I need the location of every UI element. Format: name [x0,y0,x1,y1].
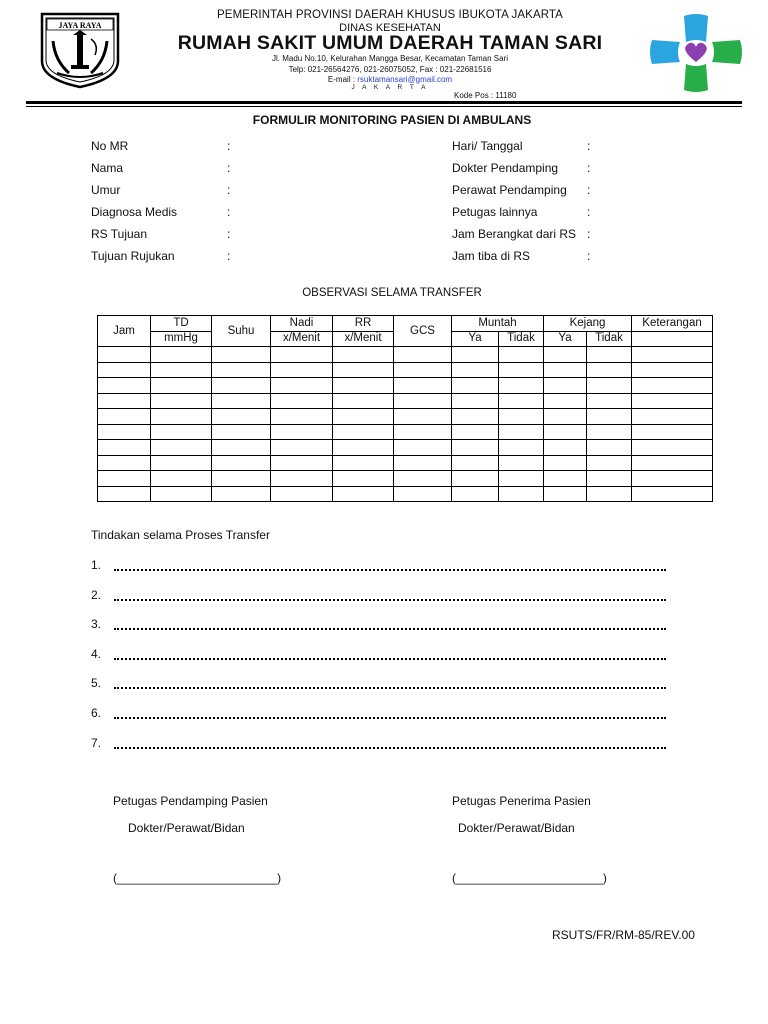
table-cell[interactable] [98,455,151,471]
table-cell[interactable] [212,455,271,471]
header-suhu: Suhu [212,316,271,347]
field-colon: : [587,205,591,219]
header-muntah-ya: Ya [452,331,499,347]
table-cell[interactable] [212,471,271,487]
action-entry-line[interactable] [114,746,666,749]
table-cell[interactable] [333,362,394,378]
table-cell[interactable] [98,362,151,378]
form-title: FORMULIR MONITORING PASIEN DI AMBULANS [252,113,532,127]
table-cell[interactable] [544,347,587,363]
field-label-diagnosa: Diagnosa Medis [91,205,178,219]
action-entry-line[interactable] [114,686,666,689]
table-cell[interactable] [271,362,333,378]
table-cell[interactable] [271,378,333,394]
department-name: DINAS KESEHATAN [339,22,441,34]
action-entry-line[interactable] [114,657,666,660]
field-colon: : [227,139,231,153]
table-cell[interactable] [394,424,452,440]
action-number: 7. [91,735,102,750]
emblem-motto: JAYA RAYA [58,21,102,30]
table-cell[interactable] [632,347,713,363]
header-jam: Jam [98,316,151,347]
table-cell[interactable] [212,424,271,440]
table-cell[interactable] [333,424,394,440]
table-row [98,347,713,363]
field-label-nama: Nama [91,161,124,175]
table-cell[interactable] [394,362,452,378]
table-cell[interactable] [271,455,333,471]
action-number: 3. [91,617,102,632]
postal-code: Kode Pos : 11180 [454,91,517,100]
table-cell[interactable] [333,347,394,363]
action-number: 1. [91,558,102,572]
table-cell[interactable] [544,440,587,456]
table-cell[interactable] [333,409,394,425]
table-cell[interactable] [98,440,151,456]
field-colon: : [227,183,231,197]
header-kejang: Kejang [544,316,632,332]
header-kejang-ya: Ya [544,331,587,347]
header-rr-unit: x/Menit [333,331,394,347]
table-cell[interactable] [587,471,632,487]
government-name: PEMERINTAH PROVINSI DAERAH KHUSUS IBUKOTA JAKARTA [217,9,563,21]
table-cell[interactable] [333,455,394,471]
table-cell[interactable] [587,378,632,394]
table-cell[interactable] [452,471,499,487]
table-cell[interactable] [632,378,713,394]
field-colon: : [587,161,591,175]
field-label-petugas: Petugas lainnya [452,205,538,219]
table-cell[interactable] [452,362,499,378]
table-cell[interactable] [98,424,151,440]
table-cell[interactable] [544,471,587,487]
table-row [98,378,713,394]
header-nadi: Nadi [271,316,333,332]
table-cell[interactable] [271,393,333,409]
table-cell[interactable] [499,440,544,456]
action-number: 5. [91,676,102,691]
action-entry-line[interactable] [114,568,666,571]
hospital-phone: Telp: 021-26564276, 021-26075052, Fax : 021-22681516 [288,65,492,74]
table-cell[interactable] [452,424,499,440]
field-label-hari-tanggal: Hari/ Tanggal [452,139,523,153]
table-cell[interactable] [98,393,151,409]
table-cell[interactable] [151,393,212,409]
table-cell[interactable] [499,455,544,471]
table-cell[interactable] [587,455,632,471]
observation-table [97,315,713,502]
sig-right-line[interactable]: (______________________) [452,871,607,885]
table-cell[interactable] [452,347,499,363]
table-row [98,362,713,378]
table-cell[interactable] [587,362,632,378]
table-cell[interactable] [632,362,713,378]
table-row [98,393,713,409]
table-cell[interactable] [499,424,544,440]
table-cell[interactable] [544,362,587,378]
table-cell[interactable] [452,486,499,502]
header-td: TD [151,316,212,332]
table-cell[interactable] [271,440,333,456]
table-cell[interactable] [271,424,333,440]
table-cell[interactable] [544,486,587,502]
table-cell[interactable] [394,455,452,471]
table-cell[interactable] [499,393,544,409]
table-cell[interactable] [333,440,394,456]
sig-left-role: Dokter/Perawat/Bidan [128,821,245,835]
table-cell[interactable] [333,471,394,487]
table-cell[interactable] [151,440,212,456]
table-cell[interactable] [394,440,452,456]
table-cell[interactable] [632,393,713,409]
hospital-address: Jl. Madu No.10, Kelurahan Mangga Besar, Kecamatan Taman Sari [272,54,508,63]
table-cell[interactable] [212,393,271,409]
sig-left-title: Petugas Pendamping Pasien [113,794,268,808]
table-cell[interactable] [151,347,212,363]
table-cell[interactable] [587,409,632,425]
table-cell[interactable] [98,409,151,425]
table-cell[interactable] [452,393,499,409]
table-cell[interactable] [587,424,632,440]
table-row [98,409,713,425]
table-cell[interactable] [544,455,587,471]
table-cell[interactable] [632,471,713,487]
actions-title: Tindakan selama Proses Transfer [91,528,270,542]
field-label-dokter: Dokter Pendamping [452,161,559,175]
field-colon: : [227,227,231,241]
sig-right-role: Dokter/Perawat/Bidan [458,821,575,835]
table-cell[interactable] [394,378,452,394]
field-colon: : [587,249,591,263]
field-label-no-mr: No MR [91,139,129,153]
health-ministry-logo [650,14,742,92]
sig-right-title: Petugas Penerima Pasien [452,794,591,808]
table-cell[interactable] [499,362,544,378]
hospital-email-line [170,75,610,84]
table-cell[interactable] [98,471,151,487]
header-keterangan-blank [632,331,713,347]
header-td-unit: mmHg [151,331,212,347]
jakarta-emblem-logo [39,11,121,89]
table-cell[interactable] [394,486,452,502]
header-rule-thick [26,101,742,104]
table-cell[interactable] [499,378,544,394]
table-cell[interactable] [271,486,333,502]
table-cell[interactable] [632,486,713,502]
action-entry-line[interactable] [114,627,666,630]
field-label-perawat: Perawat Pendamping [452,183,567,197]
header-gcs: GCS [394,316,452,347]
table-cell[interactable] [271,347,333,363]
table-cell[interactable] [452,378,499,394]
table-cell[interactable] [499,486,544,502]
header-rule-thin [26,106,742,107]
table-cell[interactable] [632,455,713,471]
table-cell[interactable] [587,347,632,363]
action-number: 2. [91,587,102,602]
table-cell[interactable] [151,424,212,440]
header-rr: RR [333,316,394,332]
table-cell[interactable] [499,471,544,487]
table-cell[interactable] [632,409,713,425]
table-cell[interactable] [394,409,452,425]
table-header-row [98,316,713,332]
table-row [98,471,713,487]
table-cell[interactable] [212,486,271,502]
table-row [98,424,713,440]
table-cell[interactable] [212,378,271,394]
email-link[interactable]: rsuktamansari@gmail.com [357,75,453,84]
field-label-jam-tiba: Jam tiba di RS [452,249,531,263]
table-cell[interactable] [587,393,632,409]
table-cell[interactable] [632,440,713,456]
header-nadi-unit: x/Menit [271,331,333,347]
table-cell[interactable] [98,486,151,502]
table-cell[interactable] [544,424,587,440]
table-cell[interactable] [632,424,713,440]
table-cell[interactable] [212,347,271,363]
table-cell[interactable] [151,378,212,394]
header-kejang-tidak: Tidak [587,331,632,347]
table-row [98,440,713,456]
table-cell[interactable] [333,393,394,409]
table-cell[interactable] [452,409,499,425]
table-cell[interactable] [151,362,212,378]
field-colon: : [587,183,591,197]
email-label: E-mail : [327,75,358,84]
table-cell[interactable] [452,440,499,456]
table-cell[interactable] [587,440,632,456]
table-cell[interactable] [499,347,544,363]
table-cell[interactable] [394,393,452,409]
table-cell[interactable] [212,440,271,456]
table-cell[interactable] [151,486,212,502]
header-muntah: Muntah [452,316,544,332]
table-cell[interactable] [271,409,333,425]
table-cell[interactable] [333,378,394,394]
table-cell[interactable] [151,455,212,471]
action-number: 4. [91,646,102,661]
field-label-rs-tujuan: RS Tujuan [91,227,148,241]
table-cell[interactable] [452,455,499,471]
table-cell[interactable] [544,409,587,425]
table-cell[interactable] [151,409,212,425]
table-cell[interactable] [544,393,587,409]
table-cell[interactable] [212,409,271,425]
table-cell[interactable] [587,486,632,502]
table-cell[interactable] [499,409,544,425]
table-cell[interactable] [544,378,587,394]
table-cell[interactable] [151,471,212,487]
table-cell[interactable] [98,347,151,363]
header-keterangan: Keterangan [632,316,713,332]
hospital-city: J A K A R T A [351,84,429,91]
field-colon: : [587,227,591,241]
form-code: RSUTS/FR/RM-85/REV.00 [552,928,695,942]
action-number: 6. [91,706,102,720]
field-label-jam-berangkat: Jam Berangkat dari RS [452,227,577,241]
table-row [98,486,713,502]
header-muntah-tidak: Tidak [499,331,544,347]
field-colon: : [227,161,231,175]
observation-title: OBSERVASI SELAMA TRANSFER [302,287,482,299]
table-cell[interactable] [333,486,394,502]
table-cell[interactable] [98,378,151,394]
field-colon: : [227,249,231,263]
hospital-name: RUMAH SAKIT UMUM DAERAH TAMAN SARI [177,32,603,54]
action-entry-line[interactable] [114,716,666,719]
table-cell[interactable] [271,471,333,487]
field-label-tujuan-rujukan: Tujuan Rujukan [91,249,175,263]
table-cell[interactable] [212,362,271,378]
field-colon: : [587,139,591,153]
table-row [98,455,713,471]
action-entry-line[interactable] [114,598,666,601]
sig-left-line[interactable]: (________________________) [113,871,282,885]
field-label-umur: Umur [91,183,121,197]
table-cell[interactable] [394,347,452,363]
table-cell[interactable] [394,471,452,487]
field-colon: : [227,205,231,219]
